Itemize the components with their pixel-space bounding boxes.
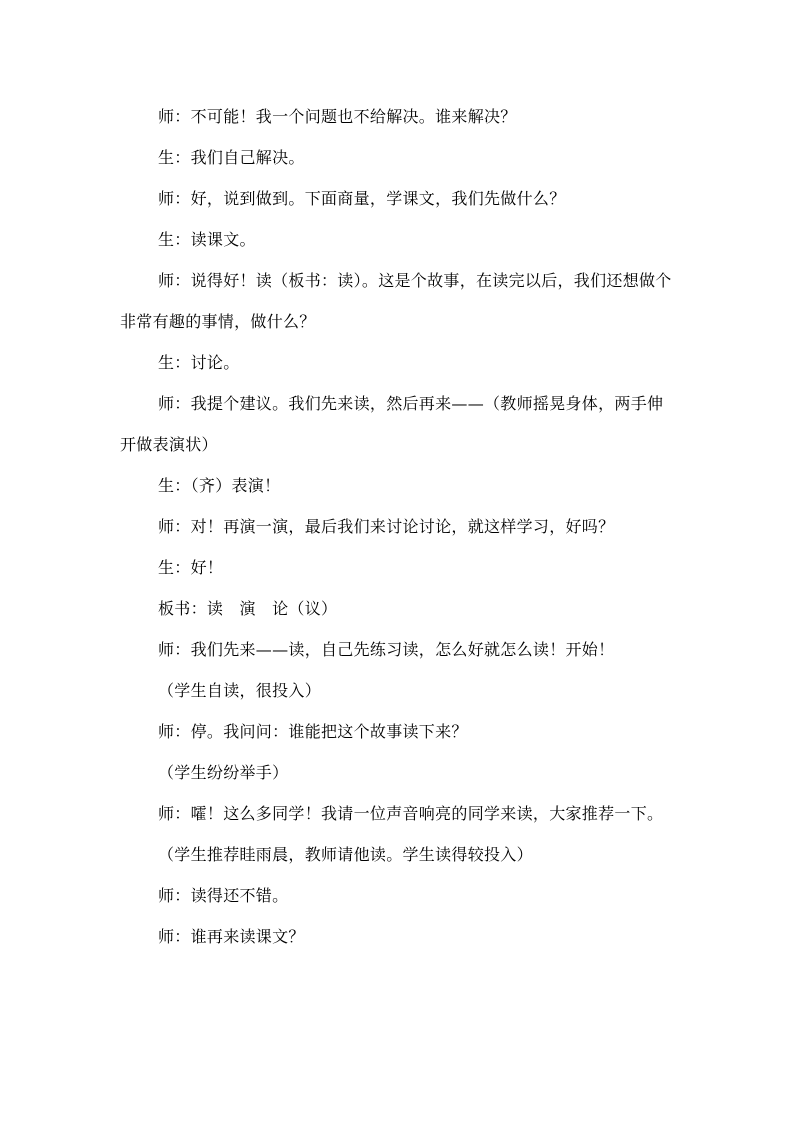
paragraph: 师：谁再来读课文？ [158, 927, 305, 946]
paragraph: 师：说得好！读（板书：读）。这是个故事，在读完以后，我们还想做个非常有趣的事情，做什么？ [120, 271, 672, 331]
paragraph: 生：（齐）表演！ [158, 476, 281, 495]
paragraph: 师：读得还不错。 [158, 886, 289, 905]
paragraph: （学生推荐眭雨晨，教师请他读。学生读得较投入） [158, 845, 533, 864]
document-body [120, 96, 676, 957]
paragraph: （学生纷纷举手） [158, 763, 289, 782]
paragraph: 生：我们自己解决。 [158, 148, 305, 167]
paragraph: 生：好！ [158, 558, 224, 577]
paragraph: 师：停。我问问：谁能把这个故事读下来？ [158, 722, 468, 741]
paragraph: 师：嚯！这么多同学！我请一位声音响亮的同学来读，大家推荐一下。 [158, 804, 664, 823]
paragraph: 生：读课文。 [158, 230, 256, 249]
paragraph: 师：对！再演一演，最后我们来讨论讨论，就这样学习，好吗？ [158, 517, 615, 536]
paragraph: 板书：读 演 论（议） [158, 599, 338, 618]
paragraph: 师：我提个建议。我们先来读，然后再来——（教师摇晃身体，两手伸开做表演状） [120, 394, 664, 454]
paragraph: 师：好，说到做到。下面商量，学课文，我们先做什么？ [158, 189, 566, 208]
paragraph: 师：我们先来——读，自己先练习读，怎么好就怎么读！开始！ [158, 640, 615, 659]
paragraph: 师：不可能！我一个问题也不给解决。谁来解决？ [158, 107, 517, 126]
paragraph: （学生自读，很投入） [158, 681, 322, 700]
paragraph: 生：讨论。 [158, 353, 240, 372]
